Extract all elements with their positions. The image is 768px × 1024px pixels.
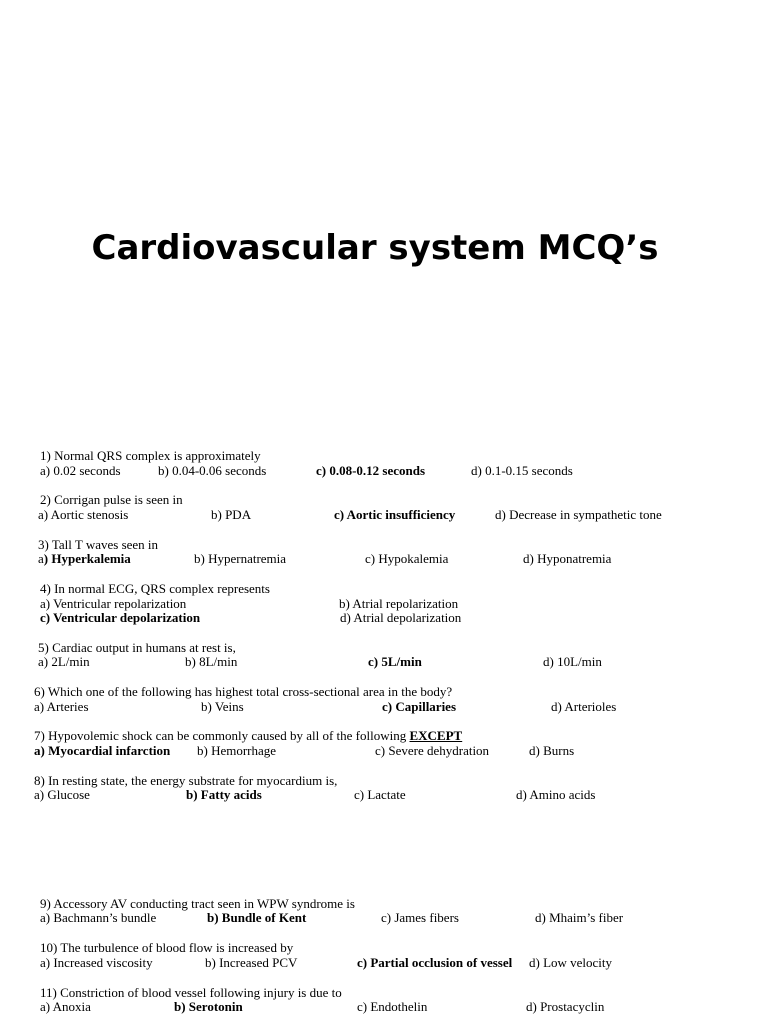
question-stem: 5) Cardiac output in humans at rest is,: [38, 640, 236, 655]
option-c-answer: c) Partial occlusion of vessel: [357, 955, 513, 970]
option-a: a) Arteries: [34, 699, 89, 714]
option-d: d) 0.1-0.15 seconds: [471, 463, 573, 478]
option-c-answer: c) Aortic insufficiency: [334, 507, 456, 522]
page-title: Cardiovascular system MCQ’s: [91, 228, 659, 268]
option-a: a) Glucose: [34, 787, 90, 802]
option-a: a) 0.02 seconds: [40, 463, 121, 478]
except-emphasis: EXCEPT: [409, 728, 463, 743]
question-stem: 7) Hypovolemic shock can be commonly caused by all of the following EXCEPT: [34, 728, 463, 743]
option-a-answer: a) Hyperkalemia: [38, 551, 131, 566]
option-c: c) Hypokalemia: [365, 551, 449, 566]
option-d: d) Prostacyclin: [526, 999, 605, 1014]
option-c-answer: c) 0.08-0.12 seconds: [316, 463, 426, 478]
option-b: b) Hemorrhage: [197, 743, 277, 758]
option-b: b) Hypernatremia: [194, 551, 287, 566]
option-b-answer: b) Fatty acids: [186, 787, 262, 802]
option-a: a) Anoxia: [40, 999, 91, 1014]
option-c: c) Endothelin: [357, 999, 428, 1014]
option-b-answer: b) Bundle of Kent: [207, 910, 307, 925]
option-b: b) Increased PCV: [205, 955, 298, 970]
option-b: b) Veins: [201, 699, 244, 714]
option-d: d) 10L/min: [543, 654, 602, 669]
option-a: a) Bachmann’s bundle: [40, 910, 157, 925]
option-a-answer: a) Myocardial infarction: [34, 743, 171, 758]
question-stem: 8) In resting state, the energy substrate for myocardium is,: [34, 773, 338, 788]
question-stem: 9) Accessory AV conducting tract seen in WPW syndrome is: [40, 896, 355, 911]
option-c: c) Lactate: [354, 787, 406, 802]
option-d: d) Low velocity: [529, 955, 613, 970]
option-b: b) PDA: [211, 507, 252, 522]
question-stem: 10) The turbulence of blood flow is increased by: [40, 940, 294, 955]
option-a: a) Ventricular repolarization: [40, 596, 187, 611]
option-a: a) Increased viscosity: [40, 955, 153, 970]
option-d: d) Atrial depolarization: [340, 610, 462, 625]
question-stem: 4) In normal ECG, QRS complex represents: [40, 581, 270, 596]
question-stem: 3) Tall T waves seen in: [38, 537, 159, 552]
option-b: b) 8L/min: [185, 654, 238, 669]
option-d: d) Amino acids: [516, 787, 596, 802]
option-d: d) Burns: [529, 743, 575, 758]
option-d: d) Hyponatremia: [523, 551, 612, 566]
option-b: b) 0.04-0.06 seconds: [158, 463, 267, 478]
question-stem: 11) Constriction of blood vessel following injury is due to: [40, 985, 342, 1000]
option-c-answer: c) Capillaries: [382, 699, 457, 714]
option-c: c) Severe dehydration: [375, 743, 490, 758]
option-c-answer: c) Ventricular depolarization: [40, 610, 201, 625]
option-a: a) Aortic stenosis: [38, 507, 129, 522]
question-stem: 6) Which one of the following has highest total cross-sectional area in the body?: [34, 684, 453, 699]
question-stem: 2) Corrigan pulse is seen in: [40, 492, 183, 507]
option-a: a) 2L/min: [38, 654, 90, 669]
option-c-answer: c) 5L/min: [368, 654, 422, 669]
option-d: d) Decrease in sympathetic tone: [495, 507, 662, 522]
option-c: c) James fibers: [381, 910, 459, 925]
option-d: d) Arterioles: [551, 699, 617, 714]
option-b: b) Atrial repolarization: [339, 596, 459, 611]
option-d: d) Mhaim’s fiber: [535, 910, 624, 925]
option-b-answer: b) Serotonin: [174, 999, 243, 1014]
question-stem: 1) Normal QRS complex is approximately: [40, 448, 261, 463]
